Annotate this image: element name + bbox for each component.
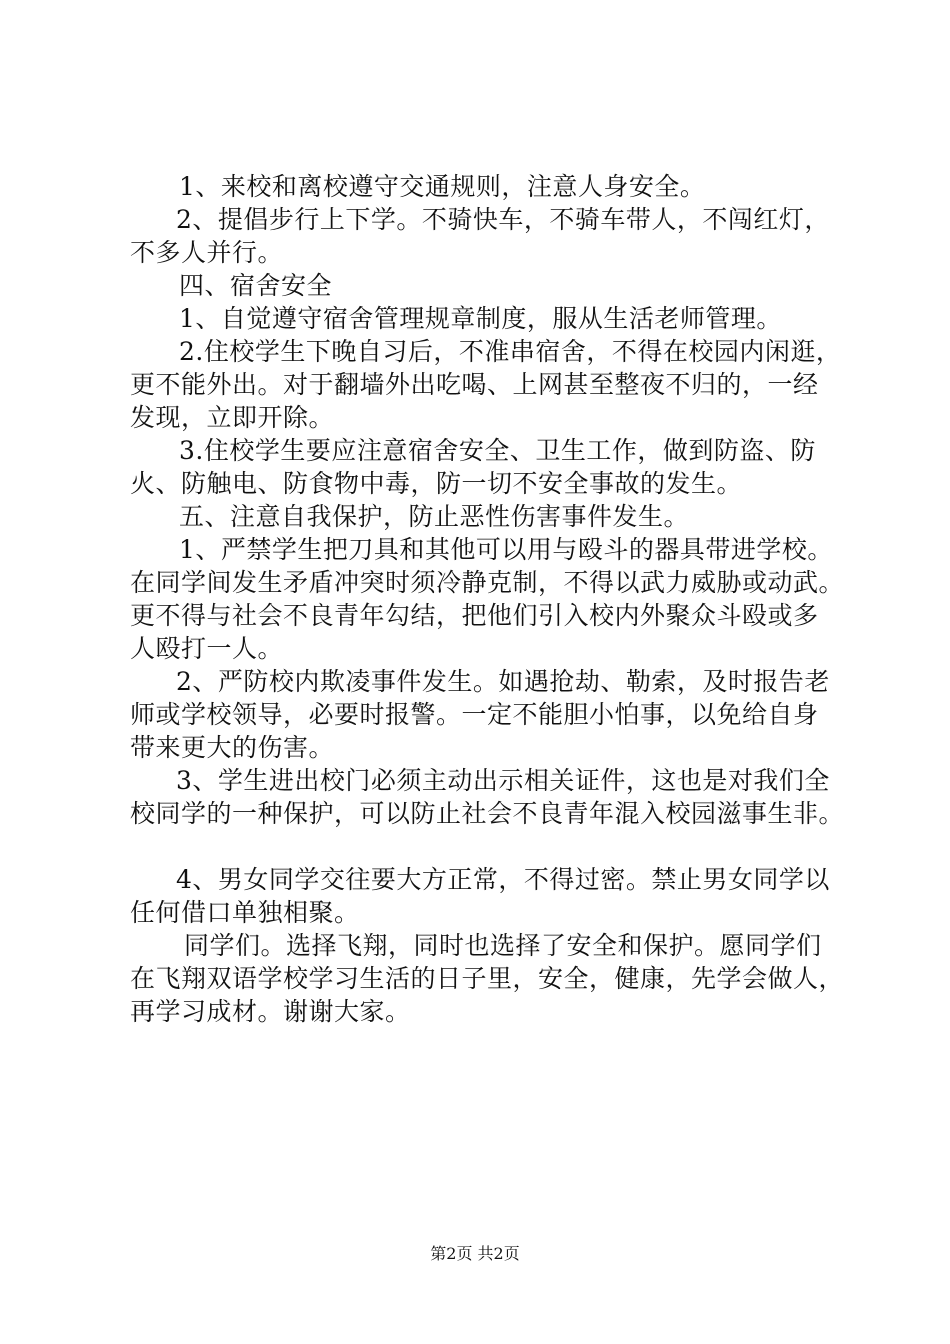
text-line: 带来更大的伤害。 [130, 733, 335, 762]
text-line: 2、提倡步行上下学。不骑快车，不骑车带人，不闯红灯， [176, 205, 830, 234]
text-line: 同学们。选择飞翔，同时也选择了安全和保护。愿同学们 [184, 931, 822, 960]
text-line: 4、男女同学交往要大方正常，不得过密。禁止男女同学以 [176, 865, 830, 894]
text-line: 不多人并行。 [130, 238, 284, 267]
text-line: 在飞翔双语学校学习生活的日子里，安全，健康，先学会做人， [130, 964, 845, 993]
section-heading: 五、注意自我保护，防止恶性伤害事件发生。 [179, 502, 690, 531]
text-line: 再学习成材。谢谢大家。 [130, 997, 411, 1026]
text-line: 人殴打一人。 [130, 634, 284, 663]
text-line: 3、学生进出校门必须主动出示相关证件，这也是对我们全 [176, 766, 830, 795]
text-line: 2、严防校内欺凌事件发生。如遇抢劫、勒索，及时报告老 [176, 667, 830, 696]
text-line: 1、来校和离校遵守交通规则，注意人身安全。 [179, 172, 706, 201]
section-heading: 四、宿舍安全 [179, 271, 333, 300]
text-line: 任何借口单独相聚。 [130, 898, 360, 927]
page-number-footer: 第2页 共2页 [430, 1244, 520, 1263]
text-line: 师或学校领导，必要时报警。一定不能胆小怕事，以免给自身 [130, 700, 819, 729]
text-line: 2.住校学生下晚自习后，不准串宿舍，不得在校园内闲逛， [179, 337, 842, 366]
text-line: 校同学的一种保护，可以防止社会不良青年混入校园滋事生非。 [130, 799, 845, 828]
text-line: 1、自觉遵守宿舍管理规章制度，服从生活老师管理。 [179, 304, 782, 333]
text-line: 1、严禁学生把刀具和其他可以用与殴斗的器具带进学校。 [179, 535, 833, 564]
text-line: 发现，立即开除。 [130, 403, 335, 432]
text-line: 火、防触电、防食物中毒，防一切不安全事故的发生。 [130, 469, 743, 498]
text-line: 在同学间发生矛盾冲突时须冷静克制，不得以武力威胁或动武。 [130, 568, 845, 597]
text-line: 3.住校学生要应注意宿舍安全、卫生工作，做到防盗、防 [179, 436, 816, 465]
text-line: 更不得与社会不良青年勾结，把他们引入校内外聚众斗殴或多 [130, 601, 819, 630]
text-line: 更不能外出。对于翻墙外出吃喝、上网甚至整夜不归的，一经 [130, 370, 819, 399]
